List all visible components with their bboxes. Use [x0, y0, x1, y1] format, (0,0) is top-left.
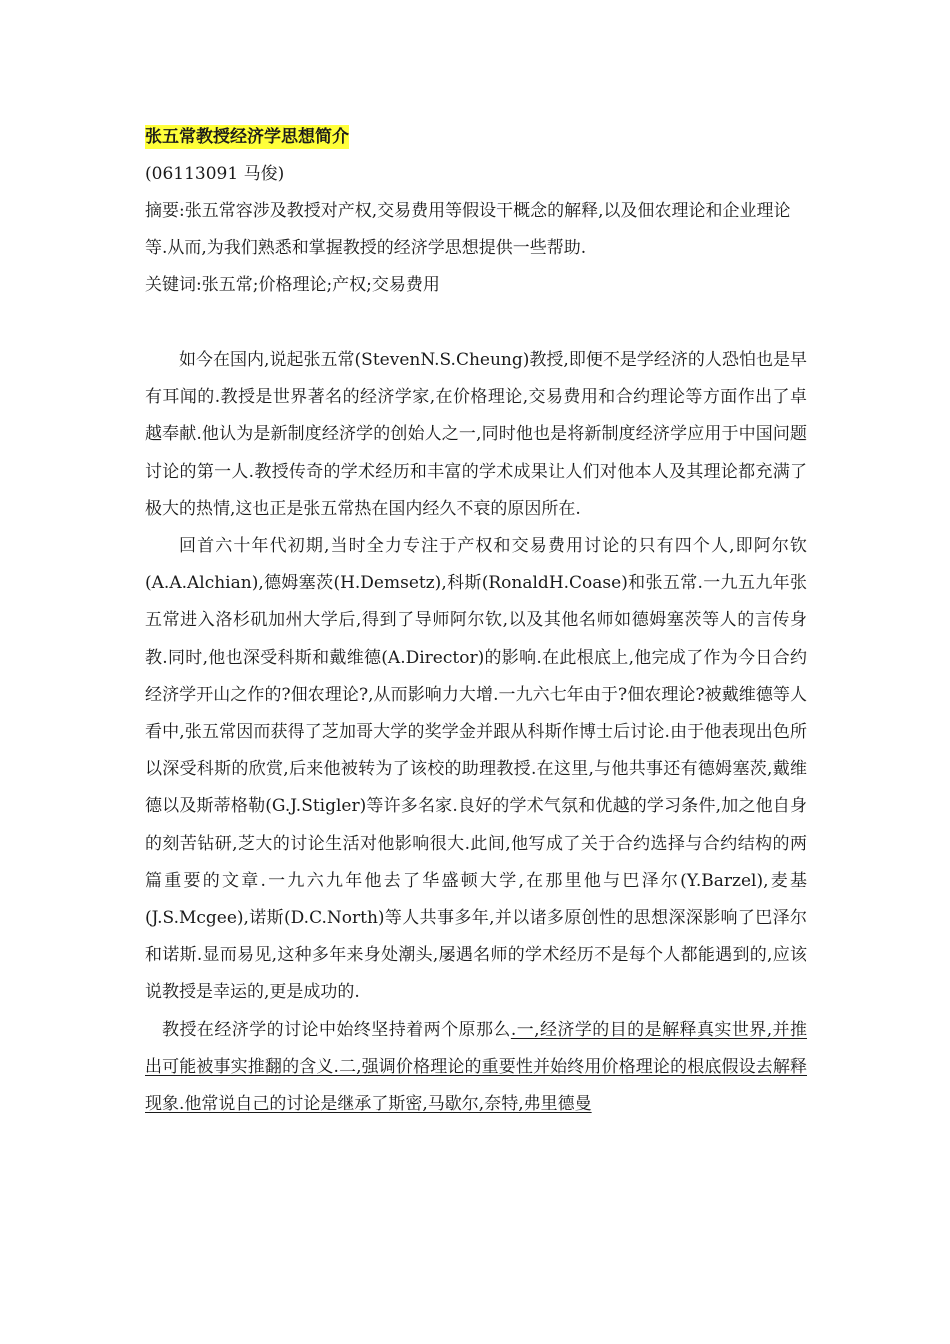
author-line: (06113091 马俊) [145, 164, 285, 184]
body-paragraph-2: 回首六十年代初期,当时全力专注于产权和交易费用讨论的只有四个人,即阿尔钦(A.A.Alchian),德姆塞茨(H.Demsetz),科斯(RonaldH.Coase)和张五常.一九五九年张五常进入洛杉矶加州大学后,得到了导师阿尔钦,以及其他名师如德姆塞茨等人的言传身教.同时,他也深受科斯和戴维德(A.Director)的影响.在此根底上,他完成了作为今日合约经济学开山之作的?佃农理论?,从而影响力大增.一九六七年由于?佃农理论?被戴维德等人看中,张五常因而获得了芝加哥大学的奖学金并跟从科斯作博士后讨论.由于他表现出色所以深受科斯的欣赏,后来他被转为了该校的助理教授.在这里,与他共事还有德姆塞茨,戴维德以及斯蒂格勒(G.J.Stigler)等许多名家.良好的学术气氛和优越的学习条件,加之他自身的刻苦钻研,芝大的讨论生活对他影响很大.此间,他写成了关于合约选择与合约结构的两篇重要的文章.一九六九年他去了华盛顿大学,在那里他与巴泽尔(Y.Barzel),麦基(J.S.Mcgee),诺斯(D.C.North)等人共事多年,并以诸多原创性的思想深深影响了巴泽尔和诺斯.显而易见,这种多年来身处潮头,屡遇名师的学术经历不是每个人都能遇到的,应该说教授是幸运的,更是成功的. [145, 536, 807, 1003]
document-page [145, 118, 807, 1123]
spacer [145, 304, 807, 342]
document-title [145, 118, 807, 156]
body-paragraph-1: 如今在国内,说起张五常(StevenN.S.Cheung)教授,即便不是学经济的人恐怕也是早有耳闻的.教授是世界著名的经济学家,在价格理论,交易费用和合约理论等方面作出了卓越奉献.他认为是新制度经济学的创始人之一,同时他也是将新制度经济学应用于中国问题讨论的第一人.教授传奇的学术经历和丰富的学术成果让人们对他本人及其理论都充满了极大的热情,这也正是张五常热在国内经久不衰的原因所在. [145, 350, 807, 519]
paragraph-3-intro: 教授在经济学的讨论中始终坚持着两个原那么 [162, 1019, 511, 1040]
body-paragraph-3 [145, 1012, 807, 1124]
paragraph-3-underlined-text: .一,经济学的目的是解释真实世界,并推出可能被事实推翻的含义.二,强调价格理论的重要性并始终用价格理论的根底假设去解释现象.他常说自己的讨论是继承了斯密,马歇尔,奈特,弗里德曼 [145, 1019, 808, 1115]
keywords: 关键词:张五常;价格理论;产权;交易费用 [145, 275, 440, 295]
abstract: 摘要:张五常容涉及教授对产权,交易费用等假设干概念的解释,以及佃农理论和企业理论等.从而,为我们熟悉和掌握教授的经济学思想提供一些帮助. [145, 201, 791, 258]
title-highlight: 张五常教授经济学思想简介 [145, 127, 349, 147]
